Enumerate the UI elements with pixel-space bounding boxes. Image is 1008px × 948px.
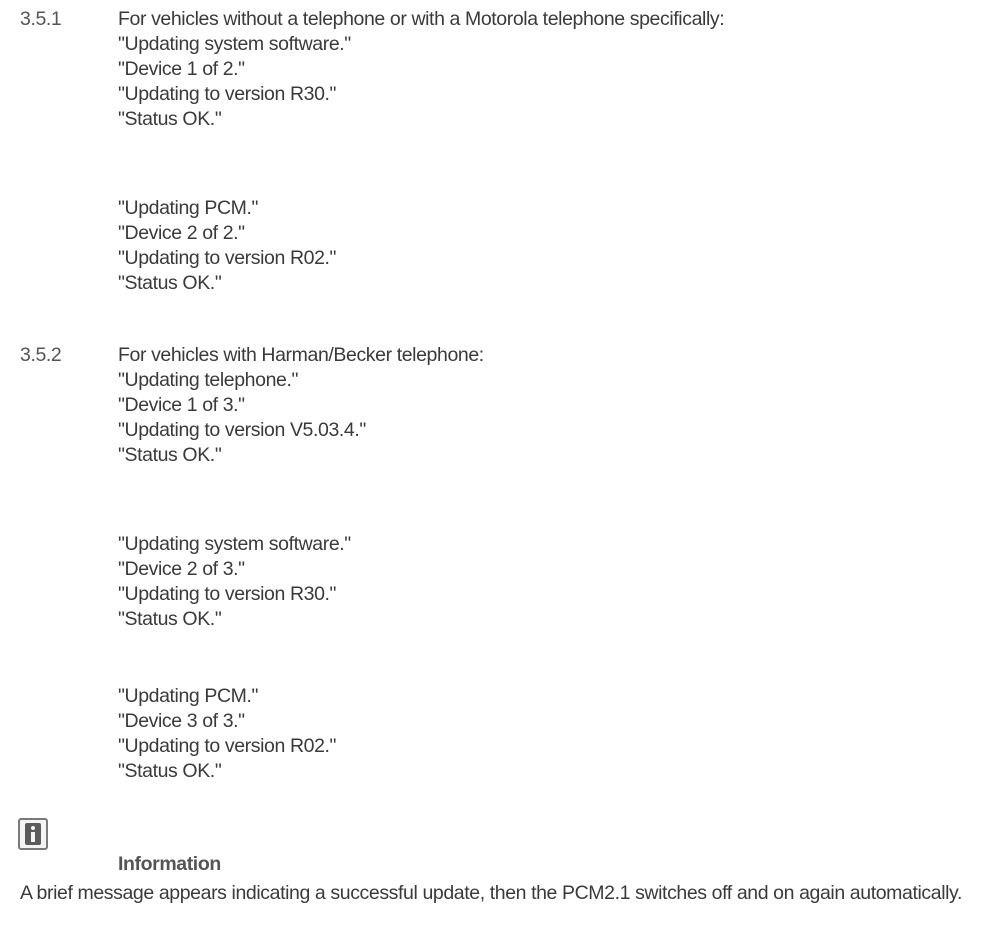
status-message-group — [118, 32, 351, 132]
section-title: For vehicles with Harman/Becker telephone: — [118, 344, 484, 366]
status-line: "Updating to version V5.03.4." — [118, 419, 366, 441]
section-number: 3.5.1 — [20, 8, 62, 30]
status-line: "Updating system software." — [118, 533, 351, 555]
status-line: "Updating PCM." — [118, 197, 259, 219]
status-line: "Device 2 of 3." — [118, 558, 245, 580]
information-icon — [18, 818, 48, 850]
status-message-group — [118, 196, 336, 296]
status-line: "Status OK." — [118, 444, 222, 466]
status-message-group — [118, 368, 366, 468]
status-message-group — [118, 684, 336, 784]
status-line: "Status OK." — [118, 108, 222, 130]
status-line: "Updating to version R02." — [118, 247, 337, 269]
status-line: "Updating system software." — [118, 33, 351, 55]
status-line: "Device 1 of 3." — [118, 394, 245, 416]
section-title: For vehicles without a telephone or with a Motorola telephone specifically: — [118, 8, 725, 30]
status-line: "Updating PCM." — [118, 685, 259, 707]
status-line: "Status OK." — [118, 272, 222, 294]
status-line: "Updating to version R02." — [118, 735, 337, 757]
status-line: "Status OK." — [118, 760, 222, 782]
status-line: "Status OK." — [118, 608, 222, 630]
section-number: 3.5.2 — [20, 344, 62, 366]
status-line: "Updating telephone." — [118, 369, 299, 391]
information-text: A brief message appears indicating a successful update, then the PCM2.1 switches off and on again automatically. — [20, 882, 962, 904]
status-line: "Updating to version R30." — [118, 583, 337, 605]
status-line: "Device 2 of 2." — [118, 222, 245, 244]
status-line: "Device 1 of 2." — [118, 58, 245, 80]
status-line: "Updating to version R30." — [118, 83, 337, 105]
status-line: "Device 3 of 3." — [118, 710, 245, 732]
status-message-group — [118, 532, 351, 632]
information-heading: Information — [118, 853, 221, 875]
information-glyph — [25, 823, 41, 845]
